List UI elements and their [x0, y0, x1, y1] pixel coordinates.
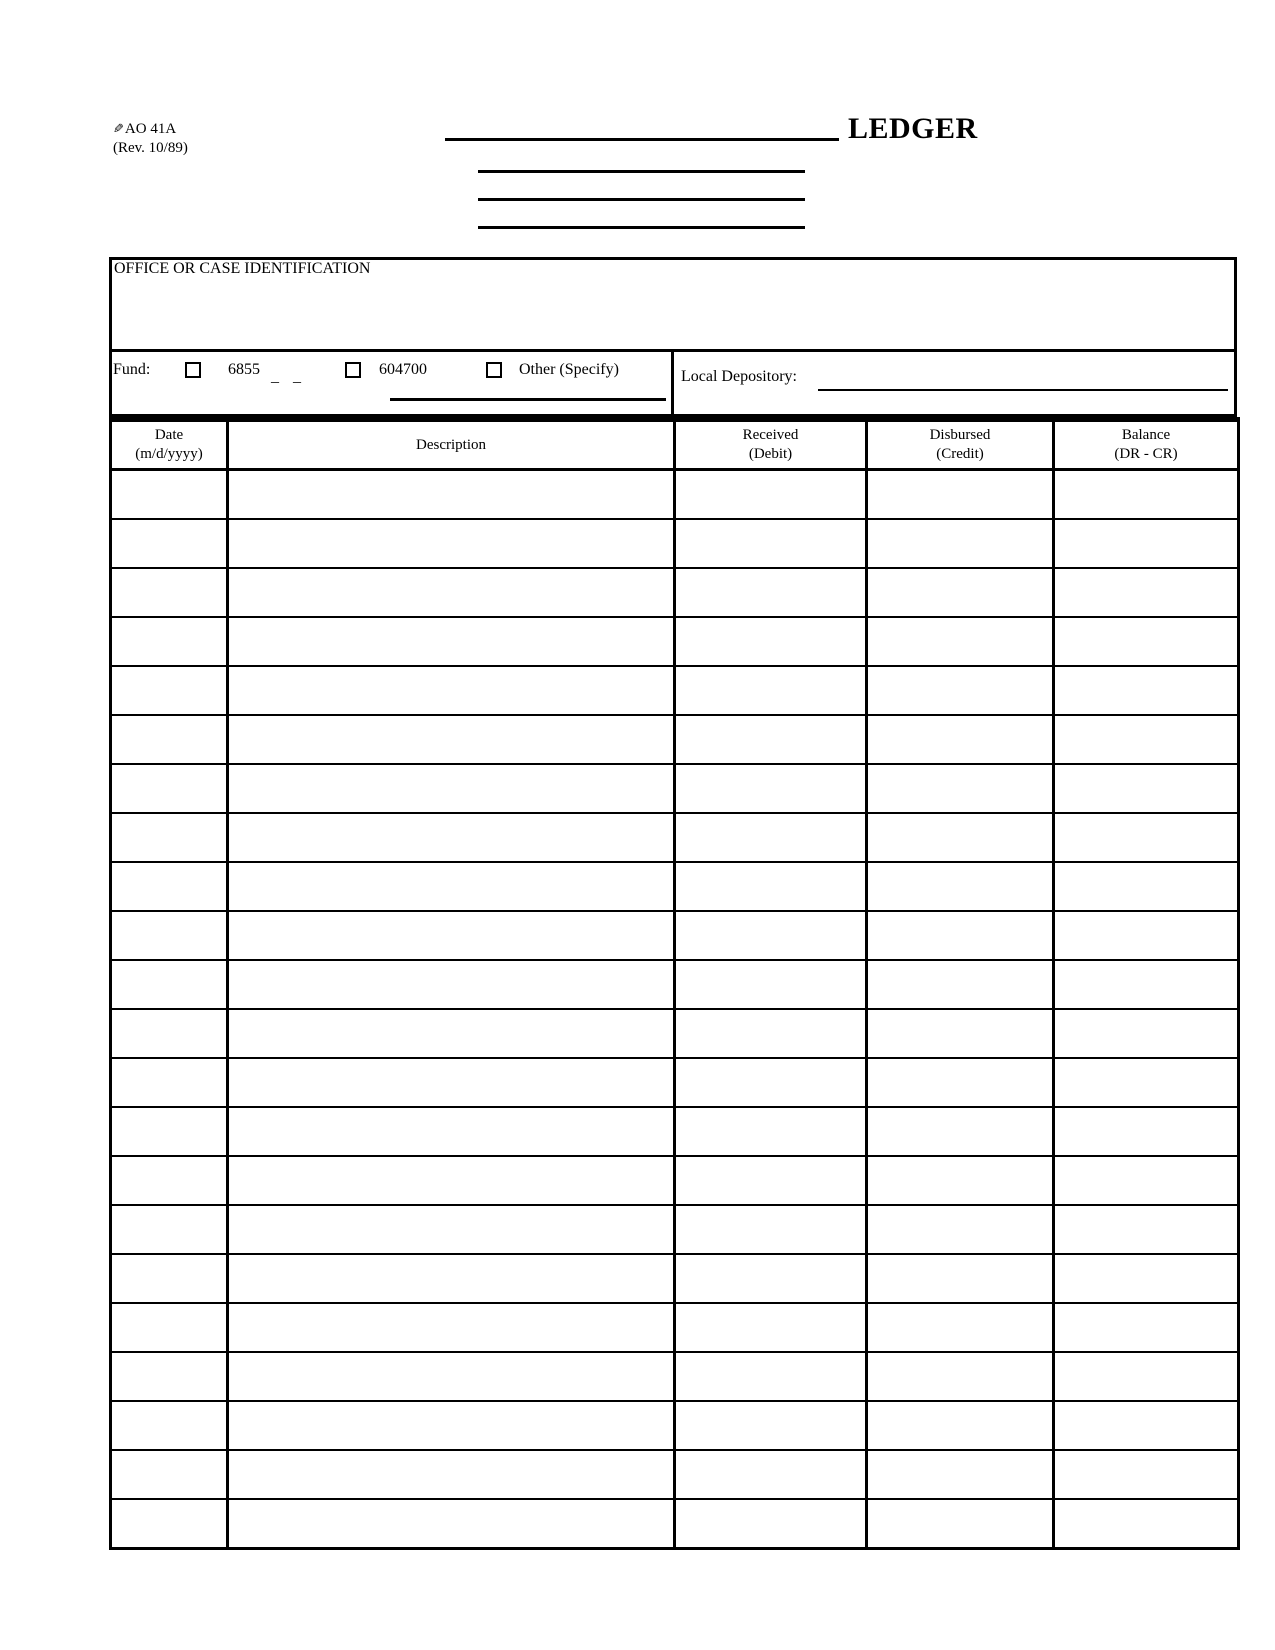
table-cell[interactable]: [867, 1303, 1054, 1352]
table-cell[interactable]: [675, 813, 867, 862]
table-cell[interactable]: [867, 1499, 1054, 1549]
table-cell[interactable]: [111, 1058, 228, 1107]
table-cell[interactable]: [1054, 1450, 1239, 1499]
table-cell[interactable]: [675, 1499, 867, 1549]
table-cell[interactable]: [111, 1499, 228, 1549]
table-cell[interactable]: [111, 1401, 228, 1450]
table-cell[interactable]: [228, 1254, 675, 1303]
ledger-table-body: [111, 470, 1239, 1549]
table-cell[interactable]: [111, 813, 228, 862]
column-header-received: [675, 420, 867, 470]
office-case-identification-field[interactable]: [114, 282, 1232, 346]
table-cell[interactable]: [228, 1205, 675, 1254]
table-cell[interactable]: [228, 617, 675, 666]
header-blank-line-2[interactable]: [478, 184, 805, 201]
table-row: [111, 617, 1239, 666]
table-cell[interactable]: [675, 1156, 867, 1205]
table-cell[interactable]: [867, 960, 1054, 1009]
table-cell[interactable]: [867, 1058, 1054, 1107]
table-cell[interactable]: [867, 1009, 1054, 1058]
table-row: [111, 1401, 1239, 1450]
fund-option-other-label: Other (Specify): [519, 361, 619, 378]
table-cell[interactable]: [228, 470, 675, 520]
local-depository-label: Local Depository:: [681, 368, 797, 385]
table-cell[interactable]: [111, 617, 228, 666]
header-blank-line-3[interactable]: [478, 212, 805, 229]
table-cell[interactable]: [111, 519, 228, 568]
table-cell[interactable]: [675, 666, 867, 715]
table-cell[interactable]: [675, 617, 867, 666]
fund-checkbox-604700[interactable]: [345, 362, 361, 378]
form-identifier: [113, 119, 188, 158]
table-cell[interactable]: [111, 911, 228, 960]
table-cell[interactable]: [1054, 813, 1239, 862]
table-cell[interactable]: [1054, 1499, 1239, 1549]
table-cell[interactable]: [111, 470, 228, 520]
table-cell[interactable]: [1054, 1352, 1239, 1401]
column-header-date-line1: Date: [154, 427, 184, 443]
column-header-disbursed: [867, 420, 1054, 470]
table-cell[interactable]: [1054, 1303, 1239, 1352]
fund-checkbox-other[interactable]: [486, 362, 502, 378]
table-cell[interactable]: [228, 813, 675, 862]
table-cell[interactable]: [228, 1009, 675, 1058]
fund-label: Fund:: [113, 361, 151, 378]
table-row: [111, 1254, 1239, 1303]
column-header-balance-line2: (DR - CR): [1114, 446, 1178, 462]
table-row: [111, 1205, 1239, 1254]
table-row: [111, 1499, 1239, 1549]
table-row: [111, 666, 1239, 715]
table-cell[interactable]: [675, 960, 867, 1009]
table-cell[interactable]: [867, 568, 1054, 617]
table-cell[interactable]: [867, 764, 1054, 813]
table-cell[interactable]: [675, 1303, 867, 1352]
table-cell[interactable]: [111, 1303, 228, 1352]
table-cell[interactable]: [111, 568, 228, 617]
table-cell[interactable]: [111, 862, 228, 911]
table-cell[interactable]: [1054, 1401, 1239, 1450]
table-cell[interactable]: [867, 666, 1054, 715]
column-header-date-line2: (m/d/yyyy): [135, 446, 203, 462]
header-blank-line-1[interactable]: [478, 156, 805, 173]
table-cell[interactable]: [867, 1254, 1054, 1303]
table-cell[interactable]: [1054, 666, 1239, 715]
page-title: LEDGER: [848, 112, 978, 145]
other-specify-blank-line[interactable]: [390, 384, 666, 401]
column-header-balance-line1: Balance: [1121, 427, 1171, 443]
table-cell[interactable]: [675, 470, 867, 520]
table-cell[interactable]: [867, 715, 1054, 764]
table-cell[interactable]: [228, 1401, 675, 1450]
table-cell[interactable]: [1054, 764, 1239, 813]
form-revision: (Rev. 10/89): [113, 140, 188, 156]
table-cell[interactable]: [675, 568, 867, 617]
ledger-name-blank-line[interactable]: [445, 124, 839, 141]
table-cell[interactable]: [1054, 617, 1239, 666]
table-cell[interactable]: [1054, 862, 1239, 911]
ledger-table: [109, 417, 1240, 1550]
table-cell[interactable]: [1054, 1107, 1239, 1156]
table-row: [111, 1058, 1239, 1107]
table-cell[interactable]: [111, 960, 228, 1009]
table-cell[interactable]: [228, 715, 675, 764]
table-cell[interactable]: [111, 1450, 228, 1499]
table-cell[interactable]: [867, 911, 1054, 960]
table-cell[interactable]: [867, 1352, 1054, 1401]
table-cell[interactable]: [228, 519, 675, 568]
table-cell[interactable]: [675, 1107, 867, 1156]
table-cell[interactable]: [1054, 519, 1239, 568]
table-cell[interactable]: [675, 1352, 867, 1401]
table-cell[interactable]: [228, 1450, 675, 1499]
table-cell[interactable]: [1054, 1205, 1239, 1254]
table-cell[interactable]: [228, 862, 675, 911]
table-cell[interactable]: [1054, 1254, 1239, 1303]
table-cell[interactable]: [111, 764, 228, 813]
table-cell[interactable]: [675, 764, 867, 813]
table-row: [111, 1303, 1239, 1352]
fund-checkbox-6855[interactable]: [185, 362, 201, 378]
table-cell[interactable]: [228, 764, 675, 813]
table-row: [111, 813, 1239, 862]
table-cell[interactable]: [675, 519, 867, 568]
fund-option-604700-label: 604700: [379, 361, 427, 378]
table-cell[interactable]: [867, 1401, 1054, 1450]
table-cell[interactable]: [228, 1303, 675, 1352]
table-cell[interactable]: [1054, 960, 1239, 1009]
column-header-description-line1: Description: [416, 436, 486, 453]
table-cell[interactable]: [867, 617, 1054, 666]
table-cell[interactable]: [867, 813, 1054, 862]
column-header-received-line1: Received: [742, 427, 799, 443]
table-cell[interactable]: [675, 911, 867, 960]
table-row: [111, 1352, 1239, 1401]
table-header-row: [111, 420, 1239, 470]
table-cell[interactable]: [1054, 1058, 1239, 1107]
table-row: [111, 862, 1239, 911]
table-cell[interactable]: [675, 862, 867, 911]
table-cell[interactable]: [675, 1254, 867, 1303]
table-row: [111, 568, 1239, 617]
table-cell[interactable]: [228, 911, 675, 960]
table-cell[interactable]: [111, 715, 228, 764]
table-cell[interactable]: [111, 1009, 228, 1058]
table-row: [111, 960, 1239, 1009]
fund-6855-digit-blanks[interactable]: _ _: [271, 368, 306, 385]
column-header-balance: [1054, 420, 1239, 470]
local-depository-blank-line[interactable]: [818, 374, 1228, 391]
table-cell[interactable]: [867, 1156, 1054, 1205]
column-header-disbursed-line1: Disbursed: [929, 427, 991, 443]
table-row: [111, 715, 1239, 764]
table-row: [111, 1107, 1239, 1156]
table-cell[interactable]: [228, 568, 675, 617]
table-cell[interactable]: [675, 1009, 867, 1058]
table-row: [111, 519, 1239, 568]
table-row: [111, 1450, 1239, 1499]
table-cell[interactable]: [867, 1205, 1054, 1254]
column-header-description: [228, 420, 675, 470]
table-row: [111, 764, 1239, 813]
table-cell[interactable]: [228, 1499, 675, 1549]
table-row: [111, 1156, 1239, 1205]
table-row: [111, 911, 1239, 960]
table-cell[interactable]: [867, 1107, 1054, 1156]
table-cell[interactable]: [675, 1401, 867, 1450]
table-cell[interactable]: [1054, 470, 1239, 520]
table-cell[interactable]: [675, 1205, 867, 1254]
table-cell[interactable]: [228, 1058, 675, 1107]
fund-option-6855-label: 6855: [228, 361, 260, 378]
table-cell[interactable]: [111, 666, 228, 715]
table-cell[interactable]: [1054, 715, 1239, 764]
table-cell[interactable]: [867, 1450, 1054, 1499]
column-header-received-line2: (Debit): [748, 446, 793, 462]
table-cell[interactable]: [867, 862, 1054, 911]
pencil-icon: ✎: [113, 121, 124, 136]
table-cell[interactable]: [675, 715, 867, 764]
table-cell[interactable]: [1054, 911, 1239, 960]
table-cell[interactable]: [867, 519, 1054, 568]
column-header-date: [111, 420, 228, 470]
table-cell[interactable]: [111, 1254, 228, 1303]
table-row: [111, 1009, 1239, 1058]
table-row: [111, 470, 1239, 520]
table-cell[interactable]: [111, 1352, 228, 1401]
table-cell[interactable]: [1054, 1156, 1239, 1205]
table-cell[interactable]: [111, 1205, 228, 1254]
table-cell[interactable]: [228, 1156, 675, 1205]
table-cell[interactable]: [1054, 568, 1239, 617]
office-case-identification-label: OFFICE OR CASE IDENTIFICATION: [114, 260, 371, 277]
column-header-disbursed-line2: (Credit): [936, 446, 984, 462]
table-cell[interactable]: [228, 960, 675, 1009]
table-cell[interactable]: [1054, 1009, 1239, 1058]
table-cell[interactable]: [111, 1156, 228, 1205]
table-cell[interactable]: [867, 470, 1054, 520]
fund-depository-divider: [671, 349, 674, 417]
table-cell[interactable]: [111, 1107, 228, 1156]
table-cell[interactable]: [228, 1107, 675, 1156]
table-cell[interactable]: [675, 1450, 867, 1499]
table-cell[interactable]: [675, 1058, 867, 1107]
form-number: AO 41A: [124, 121, 177, 137]
table-cell[interactable]: [228, 1352, 675, 1401]
table-cell[interactable]: [228, 666, 675, 715]
